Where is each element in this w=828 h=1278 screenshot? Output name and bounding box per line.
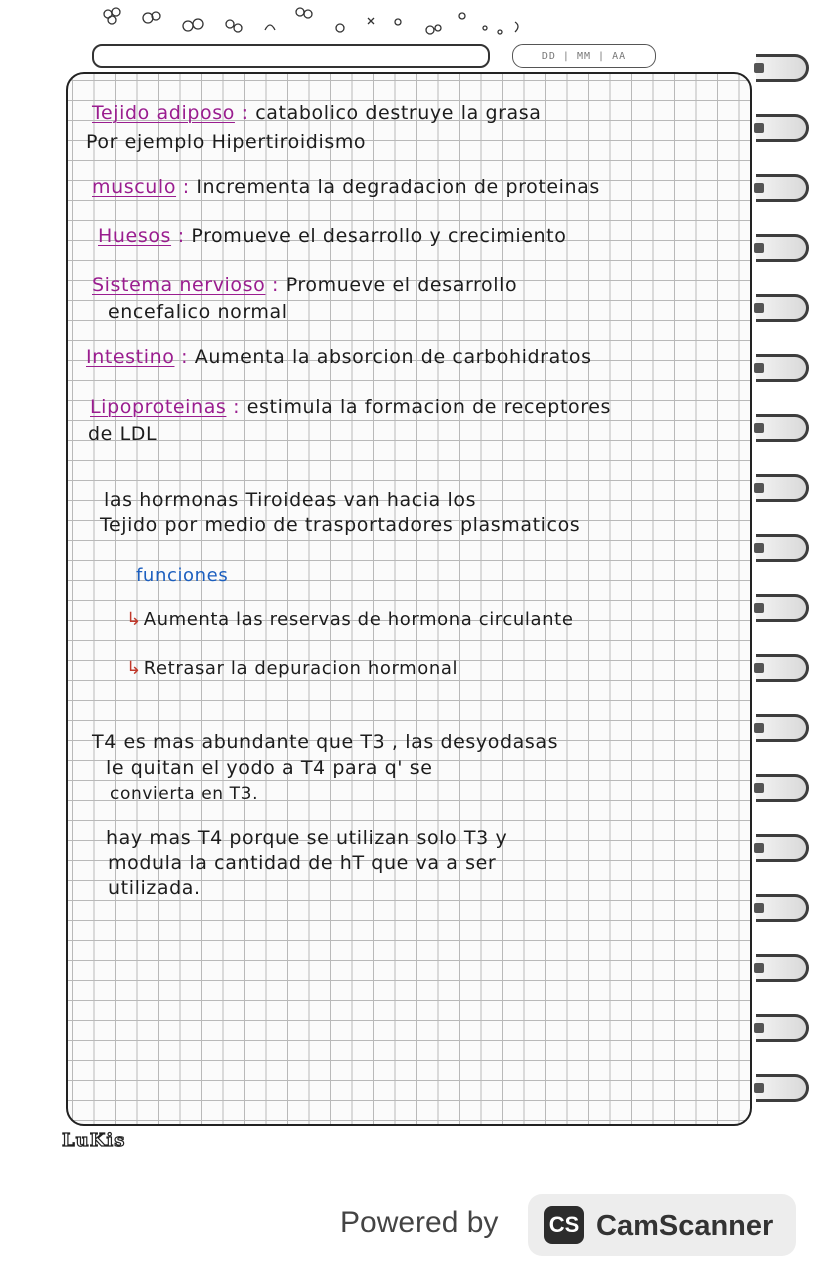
note-text: Promueve el desarrollo y crecimiento: [191, 225, 567, 247]
note-adipose: Tejido adiposo : catabolico destruye la grasa: [92, 102, 542, 124]
note-nervous-cont: encefalico normal: [108, 301, 288, 323]
t4-line-2: le quitan el yodo a T4 para q' se: [106, 757, 433, 779]
note-text: Promueve el desarrollo: [285, 274, 518, 296]
transport-line-1: las hormonas Tiroideas van hacia los: [104, 489, 477, 511]
t4-more-line-1: hay mas T4 porque se utilizan solo T3 y: [106, 827, 508, 849]
note-lipoproteins-cont: de LDL: [88, 423, 158, 445]
note-text: Incrementa la degradacion de proteinas: [196, 176, 600, 198]
note-text: Aumenta la absorcion de carbohidratos: [194, 346, 592, 368]
camscanner-logo-icon: CS: [544, 1206, 584, 1244]
t4-line-3: convierta en T3.: [110, 784, 259, 804]
note-text: estimula la formacion de receptores: [246, 396, 612, 418]
note-bones: Huesos : Promueve el desarrollo y crecimiento: [98, 225, 567, 247]
note-muscle: musculo : Incrementa la degradacion de proteinas: [92, 176, 600, 198]
flower-doodles-icon: [90, 4, 530, 38]
arrow-icon: ↳: [126, 658, 142, 679]
note-text: catabolico destruye la grasa: [255, 102, 542, 124]
function-item: ↳ Retrasar la depuracion hormonal: [126, 658, 459, 679]
transport-line-2: Tejido por medio de trasportadores plasmaticos: [100, 514, 581, 536]
signature: LuKis: [62, 1130, 126, 1151]
note-adipose-cont: Por ejemplo Hipertiroidismo: [86, 131, 367, 153]
title-bar: [92, 44, 490, 68]
t4-more-line-2: modula la cantidad de hT que va a ser: [108, 852, 497, 874]
camscanner-brand: CamScanner: [596, 1210, 774, 1242]
note-label: musculo: [92, 176, 177, 198]
note-label: Tejido adiposo: [92, 102, 235, 124]
functions-heading: funciones: [136, 565, 229, 586]
date-field: DD | MM | AA: [512, 44, 656, 68]
note-label: Huesos: [98, 225, 172, 247]
function-item: ↳ Aumenta las reservas de hormona circulante: [126, 609, 574, 630]
note-lipoproteins: Lipoproteinas : estimula la formacion de receptores: [90, 396, 612, 418]
t4-line-1: T4 es mas abundante que T3 , las desyodasas: [92, 731, 559, 753]
spiral-binding-icon: [752, 40, 816, 1140]
note-nervous: Sistema nervioso : Promueve el desarrollo: [92, 274, 518, 296]
note-intestine: Intestino : Aumenta la absorcion de carbohidratos: [86, 346, 592, 368]
note-label: Lipoproteinas: [90, 396, 227, 418]
note-label: Intestino: [86, 346, 175, 368]
note-label: Sistema nervioso: [92, 274, 266, 296]
arrow-icon: ↳: [126, 609, 142, 630]
powered-by-text: Powered by: [340, 1206, 499, 1239]
t4-more-line-3: utilizada.: [108, 877, 201, 899]
